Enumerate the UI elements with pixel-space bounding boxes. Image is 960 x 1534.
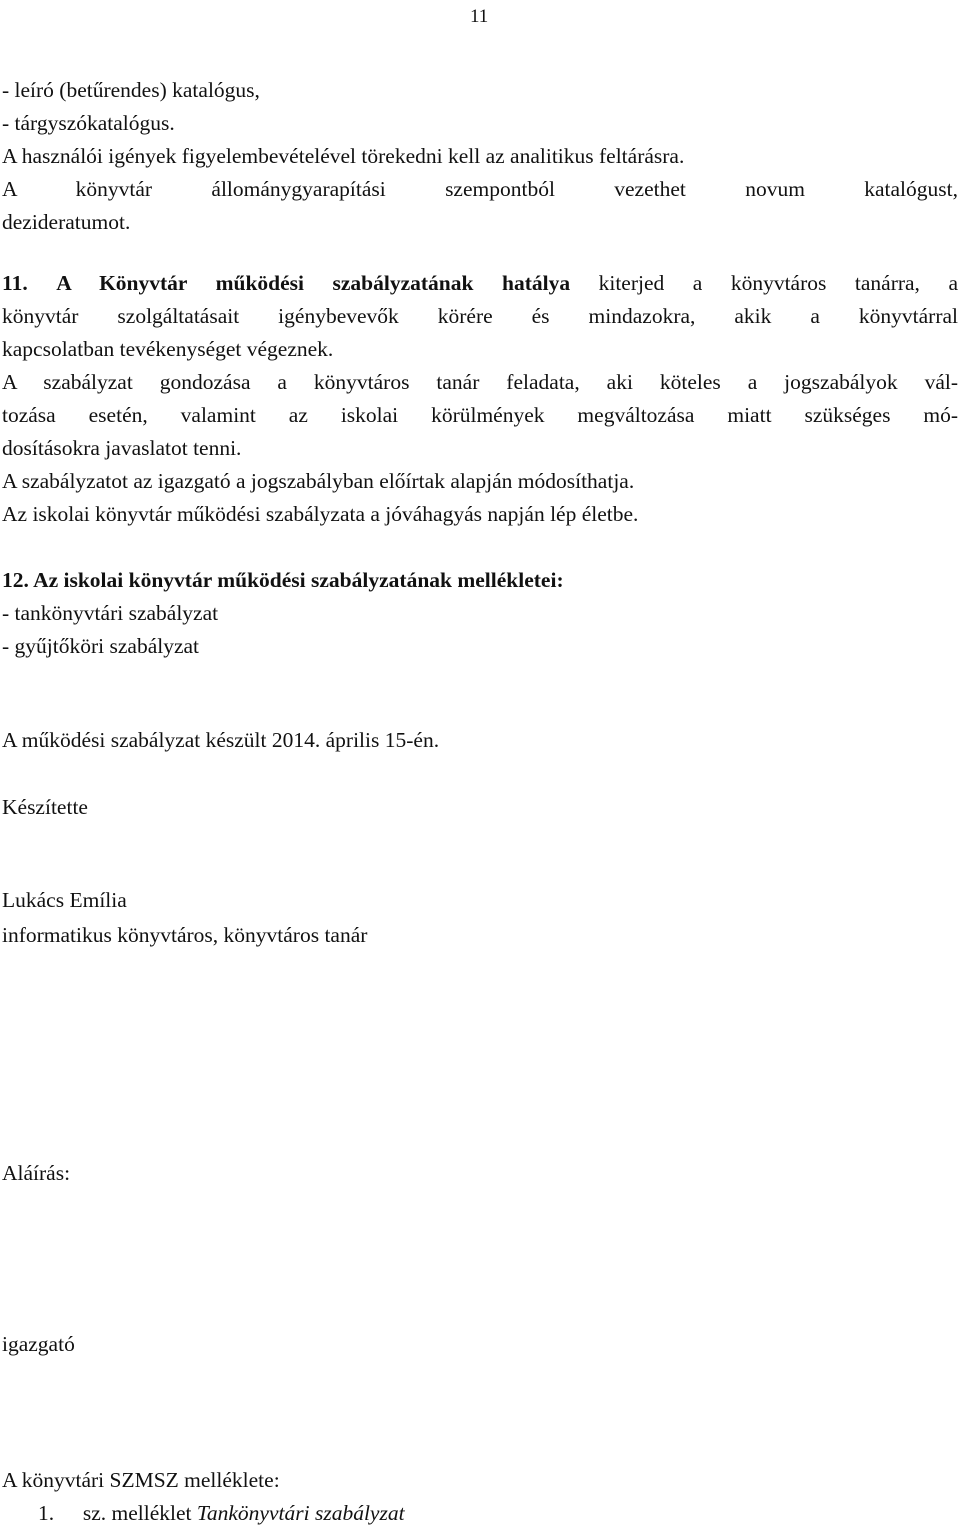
- page-number: 11: [470, 6, 489, 27]
- section-11-text: dosításokra javaslatot tenni.: [2, 436, 242, 460]
- appendix-item-number: 1.: [38, 1501, 55, 1525]
- section-11-text: Az iskolai könyvtár működési szabályzata a jóváhagyás napján lép életbe.: [2, 502, 639, 526]
- author-name: Lukács Emília: [2, 888, 127, 912]
- list-item: - tankönyvtári szabályzat: [2, 601, 219, 625]
- section-11-title: A Könyvtár működési szabályzatának hatálya: [56, 271, 571, 295]
- section-11-text: A szabályzat gondozása a könyvtáros tanár feladata, aki köteles a jogszabályok vál-: [2, 370, 958, 394]
- list-item: - tárgyszókatalógus.: [2, 111, 175, 135]
- prepared-by-label: Készítette: [2, 795, 88, 819]
- section-11-text: A szabályzatot az igazgató a jogszabályban előírtak alapján módosíthatja.: [2, 469, 635, 493]
- intro-paragraph: [2, 74, 958, 239]
- section-11-text: kiterjed a könyvtáros tanárra, a: [570, 271, 958, 295]
- section-11: [2, 267, 958, 531]
- intro-text: dezideratumot.: [2, 210, 131, 234]
- director-label: igazgató: [2, 1332, 75, 1356]
- section-11-text: kapcsolatban tevékenységet végeznek.: [2, 337, 334, 361]
- list-item: - gyűjtőköri szabályzat: [2, 634, 200, 658]
- appendix-item-prefix: sz. melléklet: [82, 1501, 197, 1525]
- intro-text: A használói igények figyelembevételével törekedni kell az analitikus feltárásra.: [2, 144, 685, 168]
- section-11-text: könyvtár szolgáltatásait igénybevevők körére és mindazokra, akik a könyvtárral: [2, 304, 958, 328]
- section-11-number: 11.: [2, 271, 28, 295]
- appendix-item-title: Tankönyvtári szabályzat: [196, 1501, 405, 1525]
- list-item: - leíró (betűrendes) katalógus,: [2, 78, 260, 102]
- section-12-title-text: 12. Az iskolai könyvtár működési szabályzatának mellékletei:: [2, 568, 564, 592]
- section-12: [2, 564, 958, 663]
- date-line: A működési szabályzat készült 2014. április 15-én.: [2, 728, 440, 752]
- signature-label: Aláírás:: [2, 1161, 71, 1185]
- appendix-item: [38, 1497, 938, 1530]
- section-12-title: [2, 564, 958, 597]
- appendix-heading: A könyvtári SZMSZ melléklete:: [2, 1468, 280, 1492]
- intro-text: A könyvtár állománygyarapítási szempontból vezethet novum katalógust,: [2, 177, 958, 201]
- author-title: informatikus könyvtáros, könyvtáros tanár: [2, 923, 368, 947]
- section-11-first-line: [2, 267, 958, 300]
- section-11-text: tozása esetén, valamint az iskolai körülmények megváltozása miatt szükséges mó-: [2, 403, 958, 427]
